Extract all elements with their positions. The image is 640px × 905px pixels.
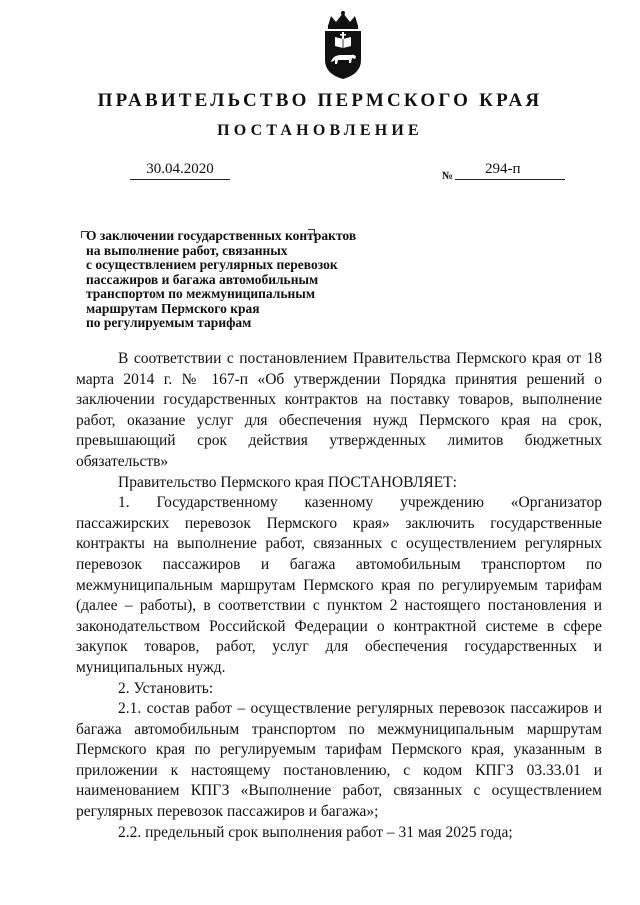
- subject-line: с осуществлением регулярных перевозок: [86, 257, 338, 272]
- document-body: [76, 349, 602, 843]
- clause-2-1-paragraph: 2.1. состав работ – осуществление регулярных перевозок пассажиров и багажа автомобильным транспортом по межмуниципальным маршрутам Пермского края по регулируемым тарифам Пермского края, указанным в приложении к настоящему постановлению, с кодом КПГЗ 03.33.01 и наименованием КПГЗ «Выполнение работ, связанных с осуществлением регулярных перевозок пассажиров и багажа»;: [76, 700, 602, 821]
- document-number: 294-п: [455, 161, 565, 180]
- subject-line: маршрутам Пермского края: [86, 300, 260, 316]
- coat-of-arms-icon: [322, 10, 364, 80]
- subject-line: О заключении государственных контрактов: [86, 228, 357, 243]
- document-subject: [86, 229, 406, 331]
- government-title: ПРАВИТЕЛЬСТВО ПЕРМСКОГО КРАЯ: [97, 90, 543, 111]
- subject-line: на выполнение работ, связанных: [86, 242, 288, 258]
- clause-2-2-paragraph: 2.2. предельный срок выполнения работ – 31 мая 2025 года;: [118, 823, 513, 841]
- clause-1-paragraph: 1. Государственному казенному учреждению «Организатор пассажирских перевозок Пермского края» заключить государственные контракты на выполнение работ, связанных с осуществлением регулярных перевозок пассажиров и багажа автомобильным транспортом по межмуниципальным маршрутам Пермского края по регулируемым тарифам (далее – работы), в соответствии с пунктом 2 настоящего постановления и законодательством Российской Федерации о контрактной системе в сфере закупок товаров, работ, услуг для обеспечения государственных и муниципальных нужд.: [76, 494, 602, 676]
- preamble-paragraph: В соответствии с постановлением Правительства Пермского края от 18 марта 2014 г. № 167-п «Об утверждении Порядка принятия решений о заключении государственных контрактов на поставку товаров, выполнение работ, оказание услуг для обеспечения нужд Пермского края на срок, превышающий срок действия утвержденных лимитов бюджетных обязательств»: [76, 350, 602, 470]
- subject-line: пассажиров и багажа автомобильным: [86, 271, 319, 287]
- document-date: 30.04.2020: [130, 161, 230, 180]
- document-type: ПОСТАНОВЛЕНИЕ: [217, 122, 423, 139]
- subject-line: транспортом по межмуниципальным: [86, 286, 316, 301]
- subject-line: по регулируемым тарифам: [86, 315, 252, 330]
- clause-2-paragraph: 2. Установить:: [118, 679, 214, 697]
- resolution-paragraph: Правительство Пермского края ПОСТАНОВЛЯЕТ:: [118, 473, 457, 491]
- number-sign: №: [442, 170, 454, 182]
